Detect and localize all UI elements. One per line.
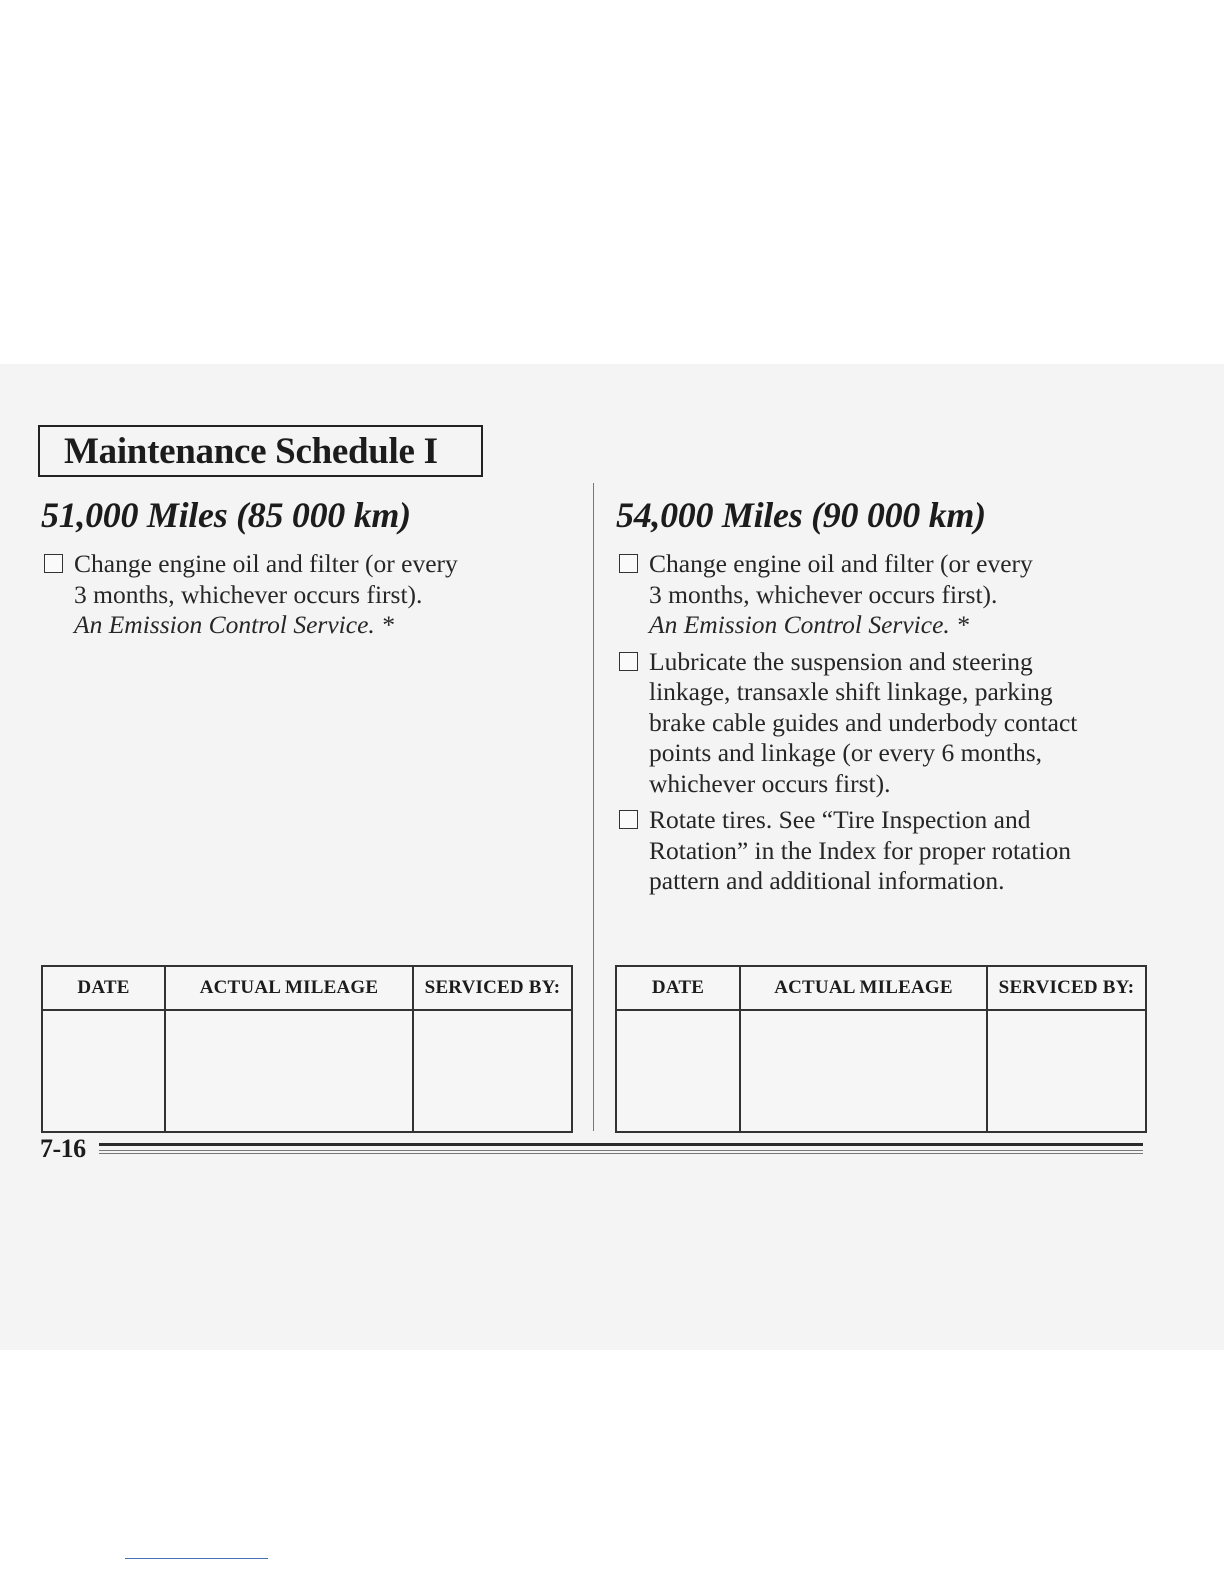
item-line: points and linkage (or every 6 months, xyxy=(649,738,1043,767)
item-line: whichever occurs first). xyxy=(649,768,891,798)
checklist-item xyxy=(41,549,581,641)
serviced-by-header: SERVICED BY: xyxy=(987,966,1146,1010)
date-cell[interactable] xyxy=(42,1010,165,1132)
column-divider xyxy=(593,483,594,1131)
mileage-header: ACTUAL MILEAGE xyxy=(740,966,987,1010)
checklist-item xyxy=(616,647,1156,800)
checkbox[interactable] xyxy=(619,810,638,829)
emission-note: An Emission Control Service. * xyxy=(74,610,394,639)
service-record-table xyxy=(41,965,573,1133)
interval-51000 xyxy=(41,492,581,647)
mileage-cell[interactable] xyxy=(740,1010,987,1132)
item-line: pattern and additional information. xyxy=(649,866,1005,895)
schedule-title-box xyxy=(38,425,483,477)
page-number: 7-16 xyxy=(40,1134,86,1163)
checkbox[interactable] xyxy=(44,554,63,573)
item-line: Lubricate the suspension and steering xyxy=(649,646,1033,676)
interval-heading: 51,000 Miles (85 000 km) xyxy=(41,495,411,535)
date-cell[interactable] xyxy=(616,1010,740,1132)
checkbox[interactable] xyxy=(619,652,638,671)
checklist-item xyxy=(616,549,1156,641)
item-line: linkage, transaxle shift linkage, parking xyxy=(649,677,1053,706)
serviced-by-cell[interactable] xyxy=(413,1010,572,1132)
mileage-header: ACTUAL MILEAGE xyxy=(165,966,413,1010)
serviced-by-header: SERVICED BY: xyxy=(413,966,572,1010)
item-line: Change engine oil and filter (or every xyxy=(649,549,1033,578)
mileage-cell[interactable] xyxy=(165,1010,413,1132)
checkbox[interactable] xyxy=(619,554,638,573)
scan-artifact-line xyxy=(125,1558,268,1559)
checklist-item xyxy=(616,805,1156,897)
item-line: brake cable guides and underbody contact xyxy=(649,707,1078,737)
date-header: DATE xyxy=(42,966,165,1010)
footer-rule xyxy=(99,1143,1143,1154)
schedule-title: Maintenance Schedule I xyxy=(64,431,438,472)
service-record-table xyxy=(615,965,1147,1133)
emission-note: An Emission Control Service. * xyxy=(649,610,969,639)
item-line: Change engine oil and filter (or every xyxy=(74,549,458,578)
item-line: Rotate tires. See “Tire Inspection and xyxy=(649,805,1031,834)
date-header: DATE xyxy=(616,966,740,1010)
item-line: 3 months, whichever occurs first). xyxy=(74,579,423,609)
interval-heading: 54,000 Miles (90 000 km) xyxy=(616,495,986,535)
interval-54000 xyxy=(616,492,1156,903)
serviced-by-cell[interactable] xyxy=(987,1010,1146,1132)
item-line: Rotation” in the Index for proper rotation xyxy=(649,835,1072,865)
item-line: 3 months, whichever occurs first). xyxy=(649,579,998,609)
